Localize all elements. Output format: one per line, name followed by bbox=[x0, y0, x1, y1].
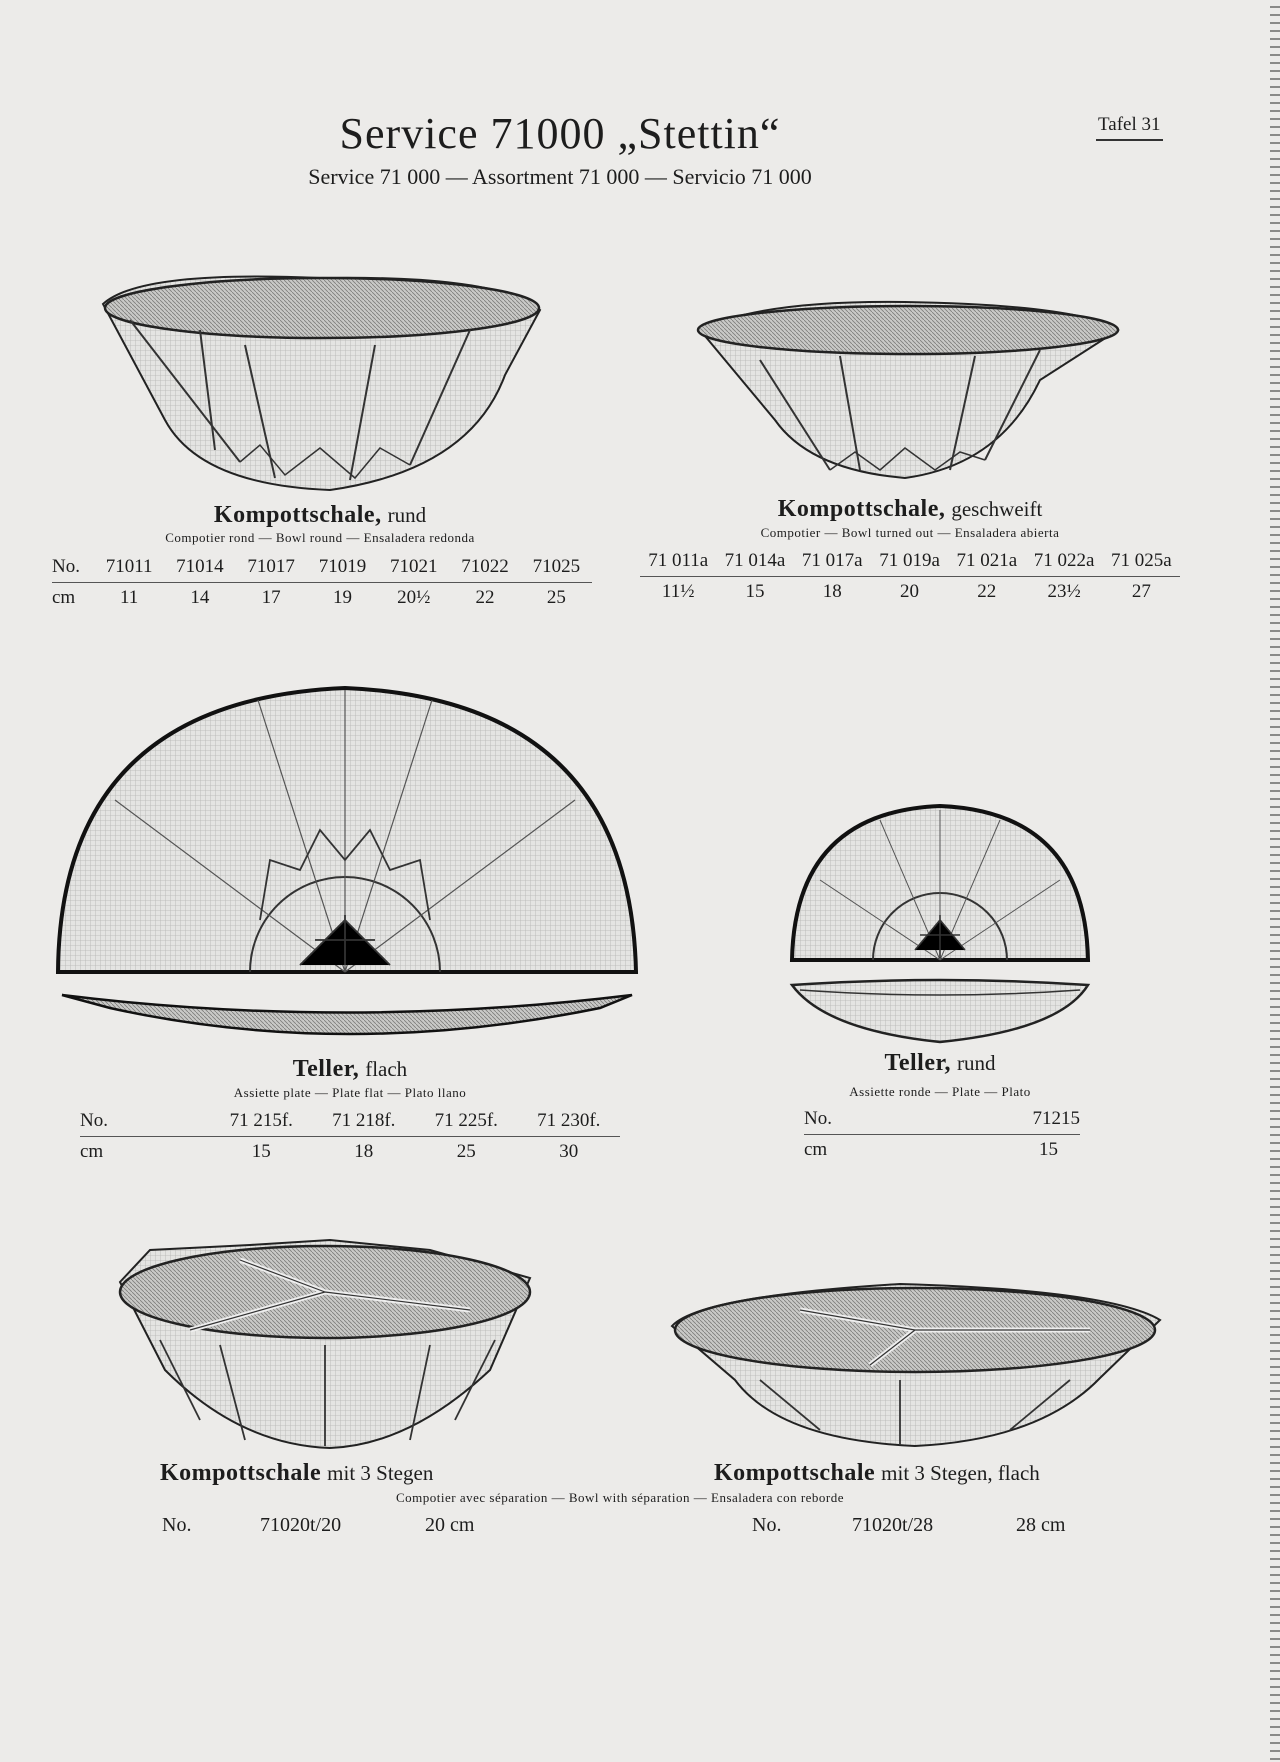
bowl-divided-flat-size: 28 cm bbox=[1016, 1514, 1066, 1536]
item-number: 71014 bbox=[164, 552, 235, 583]
bowl-divided-flat-name: Kompottschale bbox=[714, 1460, 876, 1486]
plate-flat-translations: Assiette plate — Plate flat — Plato llano bbox=[233, 1085, 467, 1100]
item-size: 25 bbox=[546, 587, 566, 608]
item-size: 14 bbox=[190, 587, 210, 608]
item-size: 19 bbox=[332, 587, 352, 608]
item-number: 71 021a bbox=[948, 546, 1025, 577]
plate-flat-qualifier: flach bbox=[365, 1057, 408, 1081]
bowl-flared-qualifier: geschweift bbox=[951, 497, 1043, 521]
plate-round-heading bbox=[810, 1050, 1070, 1077]
item-size: 11½ bbox=[661, 581, 695, 602]
item-size: 20½ bbox=[397, 587, 431, 608]
item-size: 23½ bbox=[1047, 581, 1081, 602]
item-size: 11 bbox=[119, 587, 139, 608]
item-size: 15 bbox=[1039, 1139, 1058, 1160]
item-size: 18 bbox=[822, 581, 842, 602]
bowl-round-qualifier: rund bbox=[387, 503, 427, 527]
plate-round-spec-table bbox=[804, 1104, 1080, 1165]
bowl-round-illustration bbox=[103, 276, 540, 490]
item-number: 71011 bbox=[94, 552, 164, 583]
page-title: Service 71000 „Stettin“ bbox=[339, 109, 781, 158]
item-number: 71 225f. bbox=[415, 1106, 518, 1137]
item-size: 18 bbox=[354, 1141, 374, 1162]
bowl-divided-qualifier: mit 3 Stegen bbox=[327, 1461, 434, 1485]
item-size: 22 bbox=[475, 587, 495, 608]
bowl-flared-translations: Compotier — Bowl turned out — Ensaladera abierta bbox=[760, 525, 1060, 540]
plate-round-qualifier: rund bbox=[956, 1051, 996, 1075]
item-size: 15 bbox=[251, 1141, 271, 1162]
cm-label: cm bbox=[80, 1141, 104, 1162]
plate-flat-name: Teller, bbox=[292, 1056, 360, 1082]
bowl-divided-name: Kompottschale bbox=[160, 1460, 322, 1486]
plate-flat-spec-table bbox=[80, 1106, 620, 1167]
cm-label: cm bbox=[804, 1139, 828, 1160]
item-size: 22 bbox=[977, 581, 997, 602]
bowl-divided-flat-no-label: No. bbox=[752, 1514, 782, 1536]
plate-number: Tafel 31 bbox=[1096, 114, 1163, 141]
no-label: No. bbox=[80, 1106, 210, 1137]
bowl-flared-illustration bbox=[698, 302, 1118, 478]
item-number: 71 019a bbox=[871, 546, 948, 577]
item-number: 71025 bbox=[521, 552, 592, 583]
bowl-round-heading bbox=[140, 502, 500, 529]
bowl-flared-spec-table bbox=[640, 546, 1180, 607]
item-number: 71215 bbox=[906, 1104, 1080, 1135]
item-number: 71021 bbox=[378, 552, 449, 583]
bowl-divided-flat-number: 71020t/28 bbox=[852, 1514, 934, 1536]
bowl-round-spec-table bbox=[52, 552, 592, 613]
item-size: 25 bbox=[456, 1141, 476, 1162]
bowl-divided-heading bbox=[160, 1460, 433, 1487]
item-number: 71 022a bbox=[1025, 546, 1102, 577]
bowl-divided-illustration bbox=[120, 1240, 530, 1448]
no-label: No. bbox=[52, 552, 94, 583]
bowl-divided-size: 20 cm bbox=[425, 1514, 475, 1536]
bowl-round-name: Kompottschale, bbox=[213, 502, 382, 528]
bowl-divided-no-label: No. bbox=[162, 1514, 192, 1536]
cm-label: cm bbox=[52, 587, 76, 608]
item-number: 71 011a bbox=[640, 546, 716, 577]
item-size: 27 bbox=[1131, 581, 1151, 602]
bowl-divided-flat-heading bbox=[714, 1460, 1040, 1487]
item-number: 71017 bbox=[236, 552, 307, 583]
item-size: 30 bbox=[559, 1141, 579, 1162]
item-size: 20 bbox=[900, 581, 920, 602]
item-number: 71 218f. bbox=[313, 1106, 416, 1137]
bowl-divided-flat-qualifier: mit 3 Stegen, flach bbox=[881, 1461, 1040, 1485]
plate-round-illustration bbox=[792, 806, 1088, 1042]
no-label: No. bbox=[804, 1104, 906, 1135]
page-subtitle: Service 71 000 — Assortment 71 000 — Servicio 71 000 bbox=[308, 164, 812, 189]
bowl-divided-flat-illustration bbox=[672, 1284, 1160, 1446]
bowl-divided-number: 71020t/20 bbox=[260, 1514, 342, 1536]
item-size: 17 bbox=[261, 587, 281, 608]
item-number: 71 230f. bbox=[518, 1106, 621, 1137]
item-number: 71 014a bbox=[716, 546, 793, 577]
item-number: 71 017a bbox=[794, 546, 871, 577]
plate-flat-heading bbox=[200, 1056, 500, 1083]
plate-flat-illustration bbox=[58, 688, 636, 1034]
item-size: 15 bbox=[745, 581, 765, 602]
item-number: 71 215f. bbox=[210, 1106, 313, 1137]
plate-round-translations: Assiette ronde — Plate — Plato bbox=[849, 1084, 1031, 1099]
item-number: 71022 bbox=[449, 552, 520, 583]
bowl-flared-name: Kompottschale, bbox=[777, 496, 946, 522]
item-number: 71019 bbox=[307, 552, 378, 583]
bowl-divided-translations: Compotier avec séparation — Bowl with séparation — Ensaladera con reborde bbox=[395, 1490, 845, 1505]
bowl-round-translations: Compotier rond — Bowl round — Ensaladera redonda bbox=[165, 530, 475, 545]
plate-round-name: Teller, bbox=[884, 1050, 951, 1076]
item-number: 71 025a bbox=[1103, 546, 1180, 577]
bowl-flared-heading bbox=[700, 496, 1120, 523]
